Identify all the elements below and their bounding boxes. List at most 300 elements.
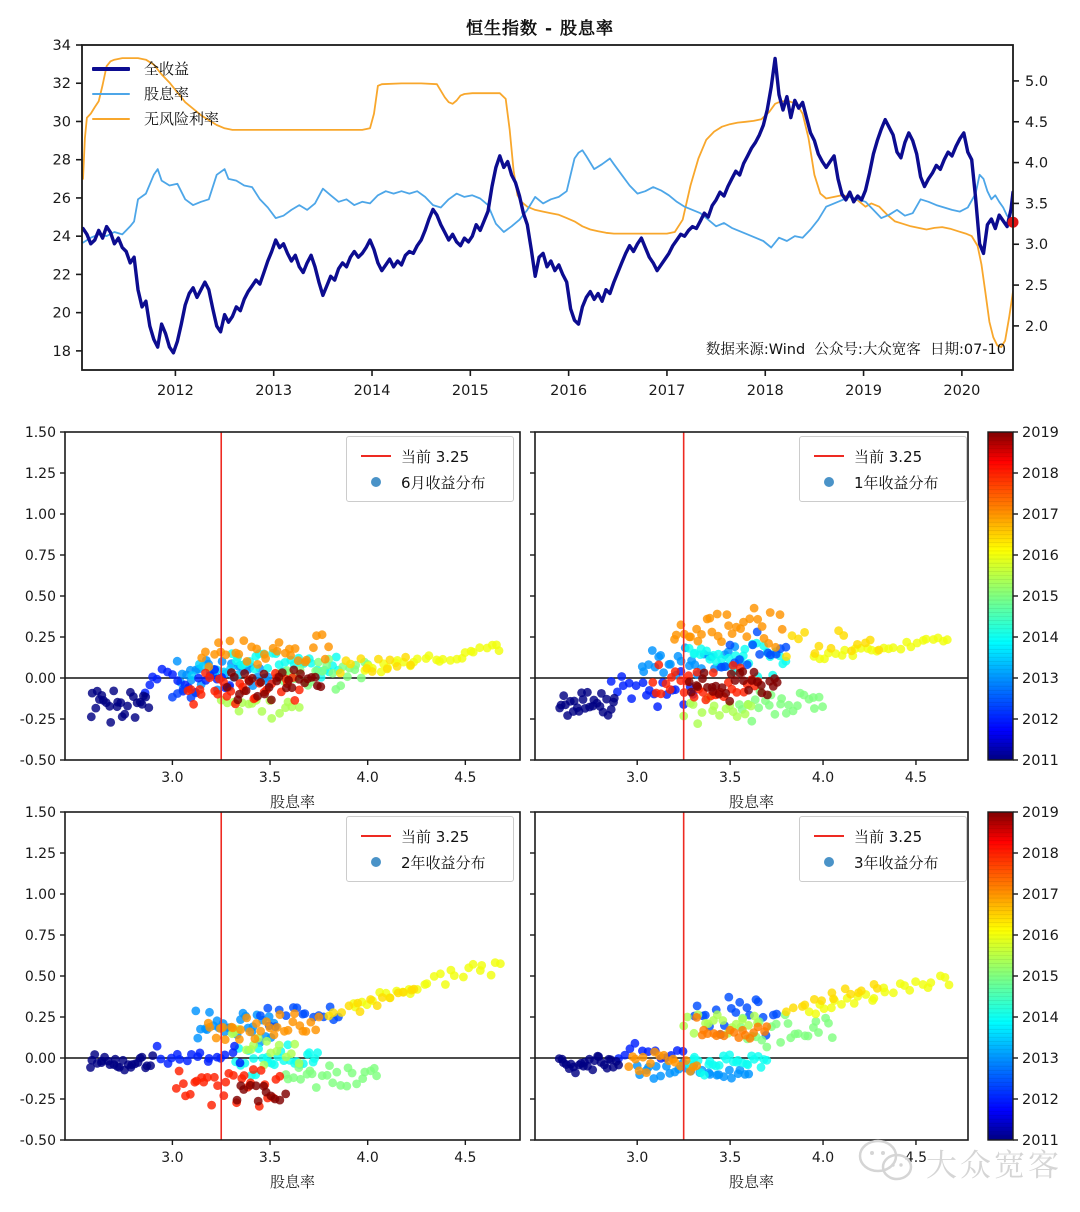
legend-label: 股息率 <box>144 85 190 103</box>
scatter-point <box>223 683 232 692</box>
scatter-point <box>372 1071 381 1080</box>
scatter-point <box>692 1061 701 1070</box>
scatter-point <box>145 681 154 690</box>
colorbar-tick-label: 2019 <box>1022 425 1059 441</box>
scatter-point <box>762 1056 771 1065</box>
x-tick-label: 2016 <box>550 383 588 399</box>
scatter-point <box>713 610 722 619</box>
x-tick-label: 3.0 <box>161 770 184 786</box>
colorbar-tick-label: 2018 <box>1022 846 1059 862</box>
legend-item-current <box>808 823 956 849</box>
scatter-point <box>748 641 757 650</box>
scatter-point <box>846 990 855 999</box>
legend-label: 无风险利率 <box>144 110 220 128</box>
scatter-point <box>692 1013 701 1022</box>
colorbar <box>988 425 1059 769</box>
scatter-point <box>393 662 402 671</box>
scatter-point <box>441 980 450 989</box>
scatter-point <box>324 642 333 651</box>
scatter-point <box>639 1053 648 1062</box>
scatter-point <box>260 670 269 679</box>
scatter-point <box>762 1022 771 1031</box>
scatter-point <box>353 999 362 1008</box>
scatter-point <box>747 717 756 726</box>
scatter-point <box>205 1054 214 1063</box>
scatter-point <box>941 973 950 982</box>
scatter-point <box>270 1031 279 1040</box>
scatter-point <box>249 1054 258 1063</box>
scatter-point <box>889 988 898 997</box>
scatter-point <box>709 668 718 677</box>
scatter-point <box>583 688 592 697</box>
scatter-point <box>383 665 392 674</box>
scatter-point <box>818 702 827 711</box>
scatter-point <box>744 1070 753 1079</box>
scatter-point <box>726 641 735 650</box>
scatter-point <box>153 1042 162 1051</box>
x-tick-label: 4.0 <box>356 1150 379 1166</box>
scatter-point <box>639 667 648 676</box>
scatter-point <box>242 1014 251 1023</box>
points-layer <box>555 972 954 1083</box>
x-axis-label: 股息率 <box>269 793 316 811</box>
wechat-icon <box>854 1136 918 1188</box>
scatter-point <box>378 993 387 1002</box>
x-tick-label: 2018 <box>746 383 784 399</box>
scatter-point <box>724 621 733 630</box>
scatter-point <box>450 971 459 980</box>
x-tick-label: 3.5 <box>258 770 282 786</box>
colorbar-tick-label: 2016 <box>1022 548 1059 564</box>
scatter-point <box>773 678 782 687</box>
scatter-point <box>229 1071 238 1080</box>
scatter-dot-swatch <box>371 857 381 867</box>
scatter-point <box>175 1067 184 1076</box>
colorbar-tick-label: 2012 <box>1022 1092 1059 1108</box>
scatter-point <box>617 672 626 681</box>
legend-item-total-return <box>92 56 219 81</box>
scatter-point <box>254 1097 263 1106</box>
scatter-point <box>635 1066 644 1075</box>
scatter-point <box>653 702 662 711</box>
scatter-point <box>646 1059 655 1068</box>
scatter-point <box>284 1026 293 1035</box>
scatter-point <box>771 710 780 719</box>
y-tick-label-right: 2.0 <box>1025 318 1049 335</box>
scatter-point <box>311 673 320 682</box>
scatter-point <box>496 959 505 968</box>
scatter-point <box>131 713 140 722</box>
scatter-point <box>659 668 668 677</box>
legend-item-dividend-yield <box>92 81 219 106</box>
scatter-point <box>267 714 276 723</box>
legend-item-current <box>355 823 503 849</box>
scatter-point <box>221 1078 230 1087</box>
scatter-point <box>874 646 883 655</box>
scatter-point <box>782 652 791 661</box>
scatter-point <box>639 678 648 687</box>
scatter-dot-swatch <box>824 857 834 867</box>
scatter-point <box>256 1027 265 1036</box>
y-tick-label: 0.00 <box>24 1051 56 1067</box>
scatter-point <box>715 1061 724 1070</box>
scatter-point <box>175 1055 184 1064</box>
x-tick-label: 3.0 <box>626 770 649 786</box>
scatter-point <box>357 674 366 683</box>
scatter-point <box>776 610 785 619</box>
legend-item-current <box>355 443 503 469</box>
scatter-point <box>332 1068 341 1077</box>
y-tick-label: -0.50 <box>19 1133 56 1149</box>
scatter-point <box>814 1028 823 1037</box>
colorbar-tick-label: 2011 <box>1022 753 1059 769</box>
scatter-point <box>571 1069 580 1078</box>
scatter-point <box>212 1034 221 1043</box>
scatter-point <box>316 682 325 691</box>
scatter-point <box>710 702 719 711</box>
scatter-point <box>438 655 447 664</box>
y-tick-label: 0.75 <box>24 928 56 944</box>
scatter-point <box>747 702 756 711</box>
scatter-point <box>201 648 210 657</box>
scatter-point <box>336 669 345 678</box>
scatter-point <box>880 988 889 997</box>
scatter-point <box>239 636 248 645</box>
scatter-point <box>686 633 695 642</box>
scatter-point <box>348 1069 357 1078</box>
scatter-point <box>251 1034 260 1043</box>
y-tick-label: -0.25 <box>19 712 56 728</box>
scatter-point <box>425 651 434 660</box>
y-tick-label-left: 30 <box>52 114 71 131</box>
x-axis-label: 股息率 <box>728 1173 775 1191</box>
scatter-point <box>793 701 802 710</box>
colorbar-tick-label: 2018 <box>1022 466 1059 482</box>
scatter-legend-2y <box>346 816 514 882</box>
y-tick-label-left: 26 <box>52 190 71 207</box>
scatter-point <box>249 1065 258 1074</box>
scatter-dot-swatch <box>824 477 834 487</box>
scatter-point <box>828 1033 837 1042</box>
scatter-point <box>847 647 856 656</box>
scatter-point <box>123 702 132 711</box>
scatter-point <box>477 961 486 970</box>
scatter-point <box>812 1017 821 1026</box>
x-tick-label: 3.0 <box>161 1150 184 1166</box>
scatter-point <box>758 622 767 631</box>
scatter-point <box>631 1055 640 1064</box>
x-tick-label: 2020 <box>943 383 981 399</box>
scatter-point <box>296 669 305 678</box>
x-tick-label: 2013 <box>255 383 293 399</box>
scatter-point <box>386 656 395 665</box>
scatter-point <box>715 711 724 720</box>
scatter-point <box>240 669 249 678</box>
scatter-point <box>263 1004 272 1013</box>
x-tick-label: 2015 <box>451 383 489 399</box>
scatter-point <box>252 1019 261 1028</box>
scatter-point <box>733 712 742 721</box>
scatter-point <box>228 1024 237 1033</box>
y-tick-label: 1.00 <box>24 887 56 903</box>
scatter-point <box>106 718 115 727</box>
x-tick-label: 3.0 <box>626 1150 649 1166</box>
scatter-point <box>778 625 787 634</box>
y-tick-label: 1.50 <box>24 805 56 821</box>
scatter-point <box>337 1008 346 1017</box>
colorbar-tick-label: 2019 <box>1022 805 1059 821</box>
scatter-point <box>804 1032 813 1041</box>
y-tick-label-left: 24 <box>52 229 71 246</box>
scatter-point <box>811 649 820 658</box>
scatter-point <box>290 1009 299 1018</box>
legend-item-distribution <box>808 849 956 875</box>
scatter-point <box>905 986 914 995</box>
scatter-point <box>275 638 284 647</box>
legend-item-current <box>808 443 956 469</box>
y-tick-label-left: 34 <box>52 38 71 54</box>
scatter-point <box>723 610 732 619</box>
scatter-point <box>323 1071 332 1080</box>
scatter-point <box>829 994 838 1003</box>
scatter-point <box>700 669 709 678</box>
scatter-point <box>153 675 162 684</box>
scatter-point <box>656 651 665 660</box>
scatter-point <box>800 1001 809 1010</box>
scatter-point <box>205 673 214 682</box>
legend-label: 全收益 <box>144 60 190 78</box>
scatter-point <box>278 668 287 677</box>
colorbar-tick-label: 2015 <box>1022 969 1059 985</box>
scatter-point <box>750 668 759 677</box>
scatter-point <box>762 1043 771 1052</box>
scatter-point <box>690 1029 699 1038</box>
scatter-point <box>273 647 282 656</box>
scatter-point <box>666 685 675 694</box>
scatter-point <box>401 653 410 662</box>
scatter-point <box>302 1027 311 1036</box>
legend-label: 3年收益分布 <box>854 853 939 872</box>
scatter-point <box>945 981 954 990</box>
scatter-point <box>754 703 763 712</box>
scatter-point <box>144 703 153 712</box>
x-axis-label: 股息率 <box>269 1173 316 1191</box>
scatter-point <box>109 687 118 696</box>
y-tick-label-right: 4.5 <box>1025 114 1049 131</box>
scatter-point <box>811 1009 820 1018</box>
current-line-swatch <box>814 835 844 837</box>
legend-label: 当前 3.25 <box>401 827 470 846</box>
scatter-point <box>763 691 772 700</box>
scatter-point <box>368 667 377 676</box>
scatter-point <box>193 1034 202 1043</box>
scatter-point <box>288 683 297 692</box>
scatter-point <box>624 1062 633 1071</box>
scatter-legend-6m <box>346 436 514 502</box>
total-return-line-swatch <box>92 67 130 71</box>
scatter-point <box>810 704 819 713</box>
scatter-point <box>87 712 96 721</box>
scatter-point <box>233 1096 242 1105</box>
scatter-point <box>782 643 791 652</box>
scatter-point <box>318 630 327 639</box>
scatter-point <box>265 683 274 692</box>
scatter-point <box>315 1013 324 1022</box>
scatter-point <box>824 1019 833 1028</box>
x-tick-label: 4.0 <box>811 1150 835 1166</box>
scatter-point <box>321 655 330 664</box>
scatter-point <box>300 1009 309 1018</box>
x-tick-label: 4.0 <box>811 770 835 786</box>
scatter-point <box>276 1010 285 1019</box>
legend-label: 当前 3.25 <box>854 827 923 846</box>
scatter-point <box>302 656 311 665</box>
x-tick-label: 2012 <box>156 383 194 399</box>
scatter-point <box>693 719 702 728</box>
y-tick-label: -0.50 <box>19 753 56 769</box>
colorbar-tick-label: 2014 <box>1022 1010 1059 1026</box>
x-tick-label: 3.5 <box>718 770 742 786</box>
colorbar-tick-label: 2013 <box>1022 671 1059 687</box>
scatter-point <box>290 696 299 705</box>
scatter-point <box>721 689 730 698</box>
x-tick-label: 3.5 <box>718 1150 742 1166</box>
scatter-point <box>295 686 304 695</box>
scatter-point <box>744 686 753 695</box>
scatter-point <box>328 669 337 678</box>
scatter-point <box>290 1040 299 1049</box>
x-axis-label: 股息率 <box>728 793 775 811</box>
scatter-point <box>648 678 657 687</box>
scatter-point <box>342 1082 351 1091</box>
x-tick-label: 4.5 <box>454 1150 477 1166</box>
scatter-point <box>325 1061 334 1070</box>
current-line-swatch <box>361 455 391 457</box>
scatter-point <box>896 645 905 654</box>
scatter-point <box>610 694 619 703</box>
colorbar-tick-label: 2012 <box>1022 712 1059 728</box>
scatter-point <box>741 710 750 719</box>
scatter-point <box>742 632 751 641</box>
scatter-point <box>146 1061 155 1070</box>
scatter-point <box>267 696 276 705</box>
scatter-point <box>311 1026 320 1035</box>
scatter-point <box>370 1064 379 1073</box>
scatter-point <box>257 1066 266 1075</box>
x-tick-label: 4.0 <box>356 770 379 786</box>
scatter-point <box>627 694 636 703</box>
colorbar-tick-label: 2013 <box>1022 1051 1059 1067</box>
scatter-point <box>648 646 657 655</box>
scatter-point <box>374 655 383 664</box>
legend-label: 1年收益分布 <box>854 473 939 492</box>
current-line-swatch <box>361 835 391 837</box>
scatter-point <box>693 682 702 691</box>
y-tick-label: 0.50 <box>24 969 56 985</box>
scatter-legend-3y <box>799 816 967 882</box>
scatter-point <box>173 657 182 666</box>
legend-label: 6月收益分布 <box>401 473 486 492</box>
scatter-point <box>873 984 882 993</box>
y-tick-label-right: 2.5 <box>1025 278 1049 295</box>
scatter-point <box>889 643 898 652</box>
scatter-point <box>771 643 780 652</box>
scatter-point <box>332 653 341 662</box>
scatter-point <box>750 604 759 613</box>
colorbar-tick-label: 2017 <box>1022 507 1059 523</box>
scatter-point <box>642 1068 651 1077</box>
scatter-point <box>815 642 824 651</box>
y-tick-label: 1.25 <box>24 846 56 862</box>
y-tick-label-left: 20 <box>52 305 71 322</box>
scatter-point <box>356 1007 365 1016</box>
line-risk-free <box>83 58 1013 347</box>
scatter-point <box>191 1007 200 1016</box>
scatter-point <box>943 635 952 644</box>
scatter-point <box>607 677 616 686</box>
legend-item-distribution <box>355 469 503 495</box>
scatter-point <box>236 1059 245 1068</box>
y-tick-label: 0.50 <box>24 589 56 605</box>
scatter-point <box>207 1101 216 1110</box>
scatter-point <box>205 1023 214 1032</box>
scatter-point <box>705 614 714 623</box>
scatter-point <box>291 644 300 653</box>
y-tick-label-right: 3.5 <box>1025 196 1049 213</box>
scatter-dot-swatch <box>371 477 381 487</box>
scatter-point <box>800 628 809 637</box>
scatter-point <box>226 637 235 646</box>
scatter-point <box>252 645 261 654</box>
scatter-point <box>776 1038 785 1047</box>
y-tick-label: 0.25 <box>24 630 56 646</box>
x-tick-label: 2017 <box>648 383 686 399</box>
scatter-point <box>262 1037 271 1046</box>
scatter-point <box>386 994 395 1003</box>
scatter-point <box>721 662 730 671</box>
colorbar-tick-label: 2017 <box>1022 887 1059 903</box>
y-tick-label-left: 32 <box>52 76 71 93</box>
scatter-point <box>210 1073 219 1082</box>
legend-label: 当前 3.25 <box>401 447 470 466</box>
scatter-point <box>281 1090 290 1099</box>
scatter-point <box>253 660 262 669</box>
y-tick-label-left: 28 <box>52 152 71 169</box>
scatter-point <box>141 693 150 702</box>
x-tick-label: 4.5 <box>904 1150 928 1166</box>
scatter-point <box>827 644 836 653</box>
y-tick-label-left: 22 <box>52 267 71 284</box>
scatter-point <box>735 998 744 1007</box>
scatter-point <box>270 1060 279 1069</box>
scatter-point <box>654 660 663 669</box>
scatter-point <box>187 685 196 694</box>
legend-label: 当前 3.25 <box>854 447 923 466</box>
y-tick-label: 1.00 <box>24 507 56 523</box>
scatter-point <box>90 1050 99 1059</box>
scatter-point <box>745 614 754 623</box>
x-tick-label: 2014 <box>353 383 391 399</box>
scatter-point <box>731 676 740 685</box>
risk-free-line-swatch <box>92 118 130 120</box>
scatter-point <box>221 1035 230 1044</box>
scatter-point <box>313 1048 322 1057</box>
colorbar <box>988 805 1059 1149</box>
dividend-yield-line-swatch <box>92 93 130 95</box>
scatter-point <box>794 635 803 644</box>
scatter-point <box>738 667 747 676</box>
y-tick-label-right: 4.0 <box>1025 155 1049 172</box>
